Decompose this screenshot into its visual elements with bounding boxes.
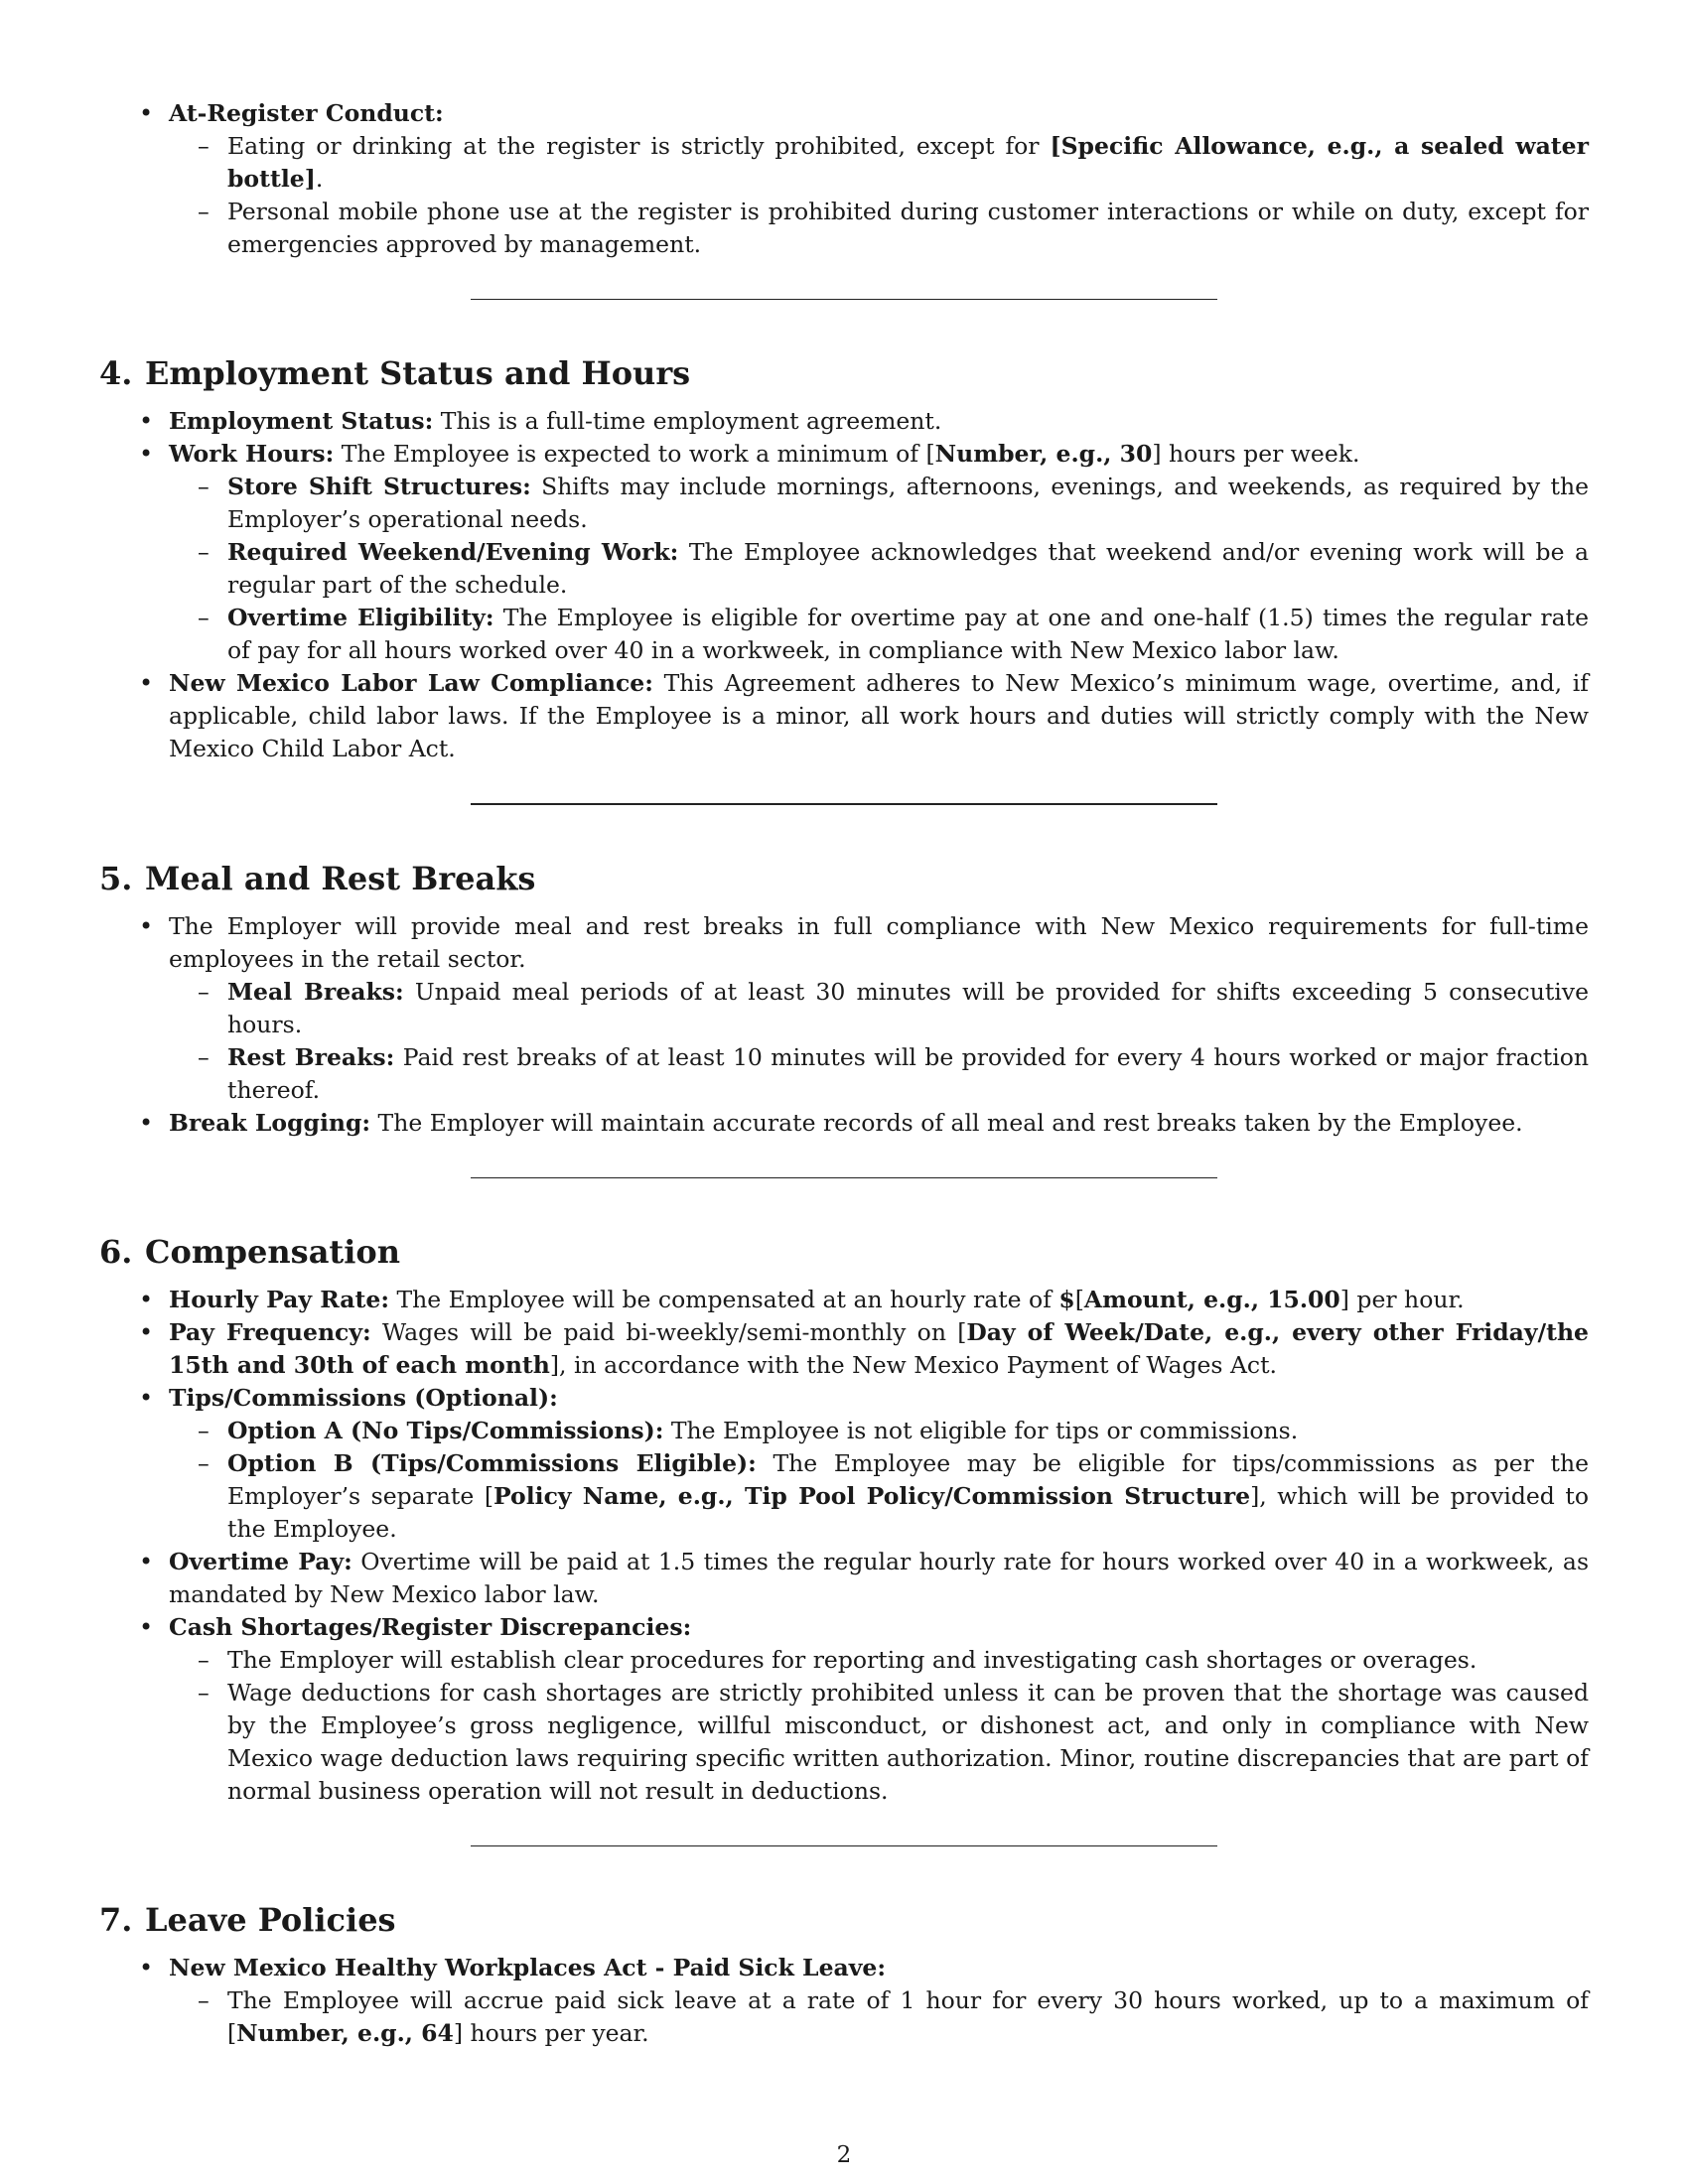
section-5-list <box>99 910 1589 1140</box>
section-heading-4: 4. Employment Status and Hours <box>99 354 691 392</box>
list-item: • The Employer will provide meal and rest breaks in full compliance with New Mexico requirements for full-time employees in the retail sector. – Meal Breaks: Unpaid meal periods of at least 30 minutes will be provided for shifts exceeding 5 consecutive hours. – Rest Breaks: Paid rest breaks of at least 10 minutes will be provided for every 4 hours worked or major fraction thereof. <box>99 910 1589 1107</box>
page-content <box>99 97 1589 2050</box>
list-item: – Option A (No Tips/Commissions): The Employee is not eligible for tips or commissions. <box>169 1415 1589 1447</box>
section-4-list <box>99 405 1589 765</box>
section-7-list <box>99 1952 1589 2050</box>
list-item: – Required Weekend/Evening Work: The Employee acknowledges that weekend and/or evening work will be a regular part of the schedule. <box>169 536 1589 602</box>
list-item: – The Employer will establish clear procedures for reporting and investigating cash shortages or overages. <box>169 1644 1589 1677</box>
section-divider <box>471 1845 1217 1846</box>
list-item: – Rest Breaks: Paid rest breaks of at least 10 minutes will be provided for every 4 hours worked or major fraction thereof. <box>169 1041 1589 1107</box>
list-item: – Meal Breaks: Unpaid meal periods of at least 30 minutes will be provided for shifts exceeding 5 consecutive hours. <box>169 976 1589 1041</box>
section-divider <box>471 299 1217 300</box>
list-item: • Pay Frequency: Wages will be paid bi-weekly/semi-monthly on [Day of Week/Date, e.g., every other Friday/the 15th and 30th of each month], in accordance with the New Mexico Payment of Wages Act. <box>99 1316 1589 1382</box>
page-number: 2 <box>836 2142 852 2168</box>
list-item: • Cash Shortages/Register Discrepancies: – The Employer will establish clear procedures for reporting and investigating cash shortages or overages. – Wage deductions for cash shortages are strictly prohibited unless it can be proven that the shortage was caused by the Employee’s gross negligence, willful misconduct, or dishonest act, and only in compliance with New Mexico wage deduction laws requiring specific written authorization. Minor, routine discrepancies that are part of normal business operation will not result in deductions. <box>99 1611 1589 1808</box>
section-heading-7: 7. Leave Policies <box>99 1901 396 1939</box>
section-heading-5: 5. Meal and Rest Breaks <box>99 860 536 897</box>
section-heading-6: 6. Compensation <box>99 1233 400 1271</box>
list-item: • New Mexico Labor Law Compliance: This Agreement adheres to New Mexico’s minimum wage, overtime, and, if applicable, child labor laws. If the Employee is a minor, all work hours and duties will strictly comply with the New Mexico Child Labor Act. <box>99 667 1589 765</box>
list-item: • Employment Status: This is a full-time employment agreement. <box>99 405 1589 438</box>
list-item: – The Employee will accrue paid sick leave at a rate of 1 hour for every 30 hours worked, up to a maximum of [Number, e.g., 64] hours per year. <box>169 1984 1589 2050</box>
item-label: At-Register Conduct: <box>169 99 444 127</box>
list-item: – Store Shift Structures: Shifts may include mornings, afternoons, evenings, and weekends, as required by the Employer’s operational needs. <box>169 471 1589 536</box>
list-item <box>99 97 1589 261</box>
list-item: • Overtime Pay: Overtime will be paid at 1.5 times the regular hourly rate for hours worked over 40 in a workweek, as mandated by New Mexico labor law. <box>99 1546 1589 1611</box>
list-item: – Eating or drinking at the register is strictly prohibited, except for [Specific Allowance, e.g., a sealed water bottle]. <box>169 130 1589 196</box>
list-item: • Tips/Commissions (Optional): – Option A (No Tips/Commissions): The Employee is not eligible for tips or commissions. – Option B (Tips/Commissions Eligible): The Employee may be eligible for tips/commissions as per the Employer’s separate [Policy Name, e.g., Tip Pool Policy/Commission Structure], which will be provided to the Employee. <box>99 1382 1589 1546</box>
list-item: • New Mexico Healthy Workplaces Act - Paid Sick Leave: – The Employee will accrue paid sick leave at a rate of 1 hour for every 30 hours worked, up to a maximum of [Number, e.g., 64] hours per year. <box>99 1952 1589 2050</box>
section-divider <box>471 1177 1217 1178</box>
list-item: – Option B (Tips/Commissions Eligible): The Employee may be eligible for tips/commissions as per the Employer’s separate [Policy Name, e.g., Tip Pool Policy/Commission Structure], which will be provided to the Employee. <box>169 1447 1589 1546</box>
list-item: – Overtime Eligibility: The Employee is eligible for overtime pay at one and one-half (1.5) times the regular rate of pay for all hours worked over 40 in a workweek, in compliance with New Mexico labor law. <box>169 602 1589 667</box>
list-item: • Work Hours: The Employee is expected to work a minimum of [Number, e.g., 30] hours per week. – Store Shift Structures: Shifts may include mornings, afternoons, evenings, and weekends, as required by the Employer’s operational needs. – Required Weekend/Evening Work: The Employee acknowledges that weekend and/or evening work will be a regular part of the schedule. – Overtime Eligibility: The Employee is eligible for overtime pay at one and one-half (1.5) times the regular rate of pay for all hours worked over 40 in a workweek, in compliance with New Mexico labor law. <box>99 438 1589 667</box>
list-item: • Break Logging: The Employer will maintain accurate records of all meal and rest breaks taken by the Employee. <box>99 1107 1589 1140</box>
register-conduct-list <box>99 97 1589 261</box>
section-6-list <box>99 1284 1589 1808</box>
list-item: – Wage deductions for cash shortages are strictly prohibited unless it can be proven that the shortage was caused by the Employee’s gross negligence, willful misconduct, or dishonest act, and only in compliance with New Mexico wage deduction laws requiring specific written authorization. Minor, routine discrepancies that are part of normal business operation will not result in deductions. <box>169 1677 1589 1808</box>
list-item: • Hourly Pay Rate: The Employee will be compensated at an hourly rate of $[Amount, e.g., 15.00] per hour. <box>99 1284 1589 1316</box>
section-divider <box>471 803 1217 805</box>
list-item: – Personal mobile phone use at the register is prohibited during customer interactions or while on duty, except for emergencies approved by management. <box>169 196 1589 261</box>
